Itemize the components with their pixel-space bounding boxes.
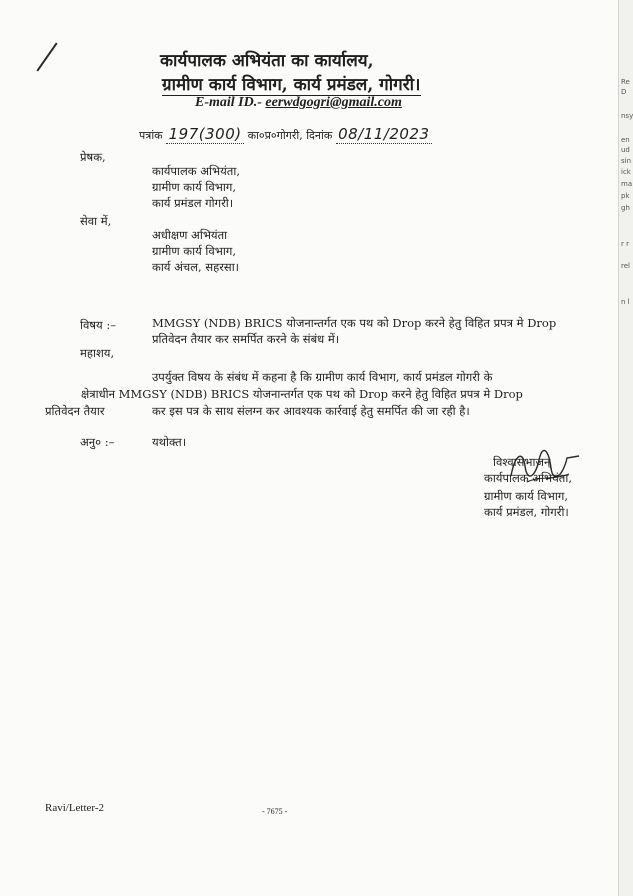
strip-fragment: en — [621, 136, 630, 144]
signature-line-1: कार्यपालक अभियंता, — [484, 471, 572, 485]
sender-line-1: कार्यपालक अभियंता, — [152, 164, 240, 178]
strip-fragment: nsy — [621, 112, 633, 120]
body-line-3b: कर इस पत्र के साथ संलग्न कर आवश्यक कार्रवाई हेतु समर्पित की जा रही है। — [152, 404, 470, 418]
email-label: E-mail ID.- — [195, 95, 262, 110]
office-title-line2 — [162, 72, 421, 95]
body-line-2: क्षेत्राधीन MMGSY (NDB) BRICS योजनान्तर्गत एक पथ को Drop करने हेतु विहित प्रपत्र मे Drop — [81, 387, 523, 401]
subject-line-2: प्रतिवेदन तैयार कर समर्पित करने के संबंध में। — [152, 332, 340, 346]
recipient-line-2: ग्रामीण कार्य विभाग, — [152, 244, 236, 258]
recipient-line-3: कार्य अंचल, सहरसा। — [152, 260, 240, 274]
body-line-3a: प्रतिवेदन तैयार — [45, 404, 105, 418]
subject-label: विषय :– — [80, 318, 116, 332]
signature-line-3: कार्य प्रमंडल, गोगरी। — [484, 505, 569, 519]
pen-mark — [36, 43, 57, 72]
recipient-line-1: अधीक्षण अभियंता — [152, 228, 228, 242]
strip-fragment: pk — [621, 192, 630, 200]
strip-fragment: Re — [621, 78, 630, 86]
footer-reference: Ravi/Letter-2 — [45, 802, 105, 814]
office-title-line2-text: ग्रामीण कार्य विभाग, कार्य प्रमंडल, गोगरी। — [162, 75, 421, 95]
body-line-1: उपर्युक्त विषय के संबंध में कहना है कि ग्रामीण कार्य विभाग, कार्य प्रमंडल गोगरी के — [152, 370, 493, 384]
enclosure-label: अनु० :– — [80, 435, 115, 449]
email-line — [195, 95, 402, 111]
strip-fragment: sin — [621, 157, 632, 165]
closing-text: विश्वासभाजन् — [493, 455, 551, 469]
strip-fragment: r r — [621, 240, 629, 248]
strip-fragment: rel — [621, 262, 630, 270]
strip-fragment: ick — [621, 168, 631, 176]
patrank-label: पत्रांक — [139, 129, 163, 142]
sender-line-2: ग्रामीण कार्य विभाग, — [152, 180, 236, 194]
email-address: eerwdgogri@gmail.com — [265, 95, 402, 110]
subject-line-1: MMGSY (NDB) BRICS योजनान्तर्गत एक पथ को Drop करने हेतु विहित प्रपत्र मे Drop — [152, 316, 557, 330]
office-title-line1: कार्यपालक अभियंता का कार्यालय, — [160, 51, 374, 71]
reference-line — [139, 125, 432, 144]
sender-line-3: कार्य प्रमंडल गोगरी। — [152, 196, 234, 210]
letter-date: 08/11/2023 — [338, 125, 430, 143]
office-code: का०प्र०गोगरी, दिनांक — [247, 129, 333, 142]
recipient-label: सेवा में, — [80, 214, 112, 228]
strip-fragment: D — [621, 88, 627, 96]
sender-label: प्रेषक, — [80, 150, 106, 164]
salutation: महाशय, — [80, 346, 115, 360]
strip-fragment: ma — [621, 180, 633, 188]
strip-fragment: n l — [621, 298, 630, 306]
strip-fragment: gh — [621, 204, 630, 212]
enclosure-value: यथोक्त। — [152, 435, 187, 449]
letter-number: 197(300) — [168, 125, 242, 143]
adjacent-page-strip — [618, 0, 633, 896]
footer-page-code: - 7675 - — [262, 807, 288, 816]
signature-line-2: ग्रामीण कार्य विभाग, — [484, 489, 568, 503]
strip-fragment: ud — [621, 146, 630, 154]
